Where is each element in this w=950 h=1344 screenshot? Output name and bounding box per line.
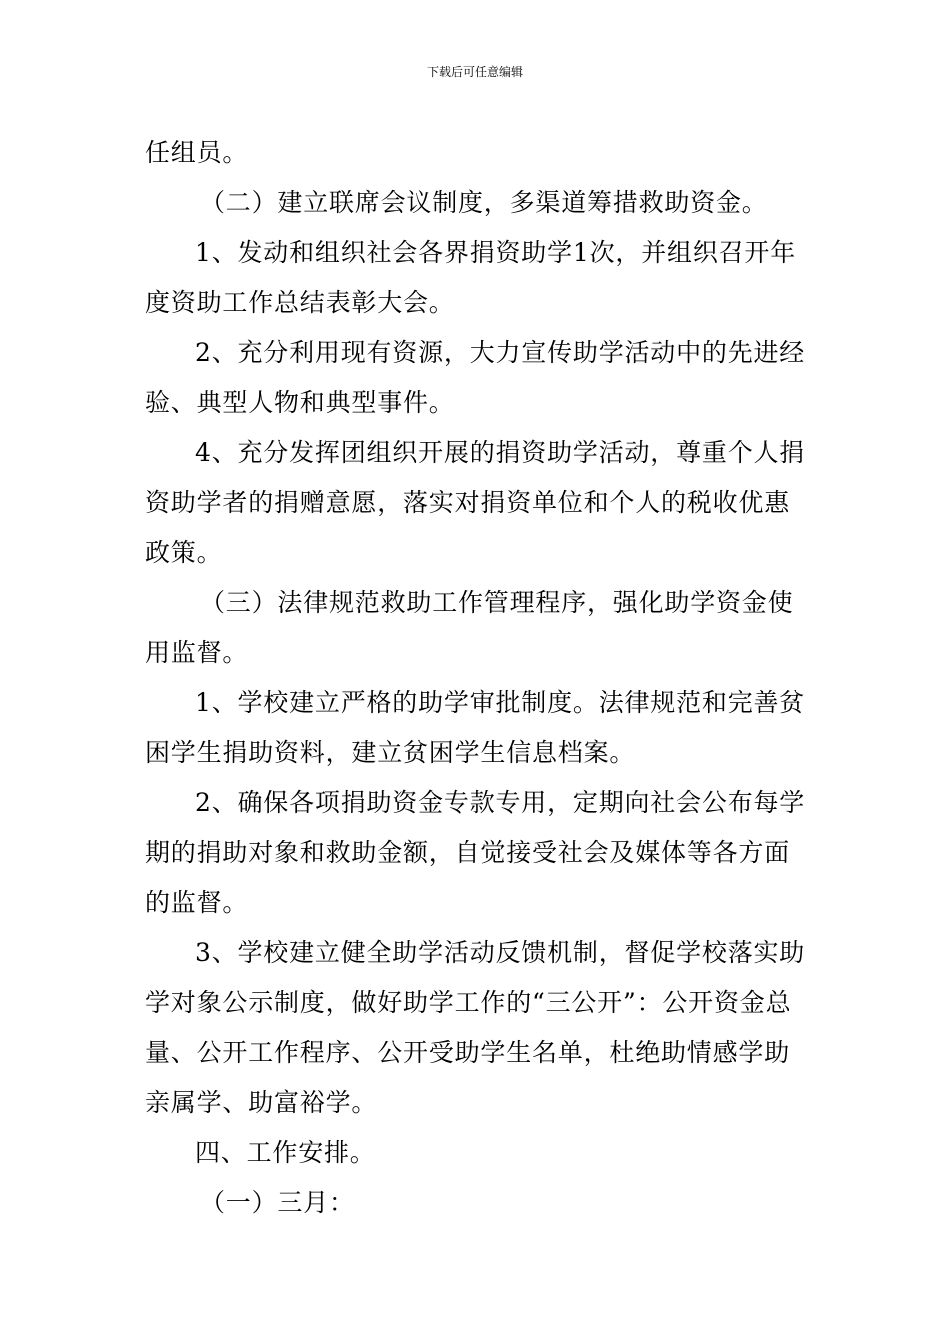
list-item: 2、充分利用现有资源，大力宣传助学活动中的先进经验、典型人物和典型事件。: [145, 338, 806, 417]
list-item: 1、学校建立严格的助学审批制度。法律规范和完善贫困学生捐助资料，建立贫困学生信息档案。: [145, 688, 806, 767]
list-item: 1、发动和组织社会各界捐资助学1次，并组织召开年度资助工作总结表彰大会。: [145, 238, 797, 317]
section-heading-4: 四、工作安排。: [195, 1138, 376, 1167]
list-item: 4、充分发挥团组织开展的捐资助学活动，尊重个人捐资助学者的捐赠意愿，落实对捐资单位和个人的税收优惠政策。: [145, 438, 806, 567]
list-item: 3、学校建立健全助学活动反馈机制，督促学校落实助学对象公示制度，做好助学工作的“三公开”：公开资金总量、公开工作程序、公开受助学生名单，杜绝助情感学助亲属学、助富裕学。: [145, 938, 806, 1117]
document-body: [145, 128, 810, 1228]
page-header-note: 下载后可任意编辑: [426, 65, 523, 79]
paragraph-continuation: 任组员。: [145, 138, 249, 167]
section-heading-2: （二）建立联席会议制度，多渠道筹措救助资金。: [200, 188, 768, 217]
subsection-heading: （一）三月：: [200, 1188, 355, 1217]
list-item: 2、确保各项捐助资金专款专用，定期向社会公布每学期的捐助对象和救助金额，自觉接受社会及媒体等各方面的监督。: [145, 788, 806, 917]
section-heading-3: （三）法律规范救助工作管理程序，强化助学资金使用监督。: [145, 588, 794, 667]
